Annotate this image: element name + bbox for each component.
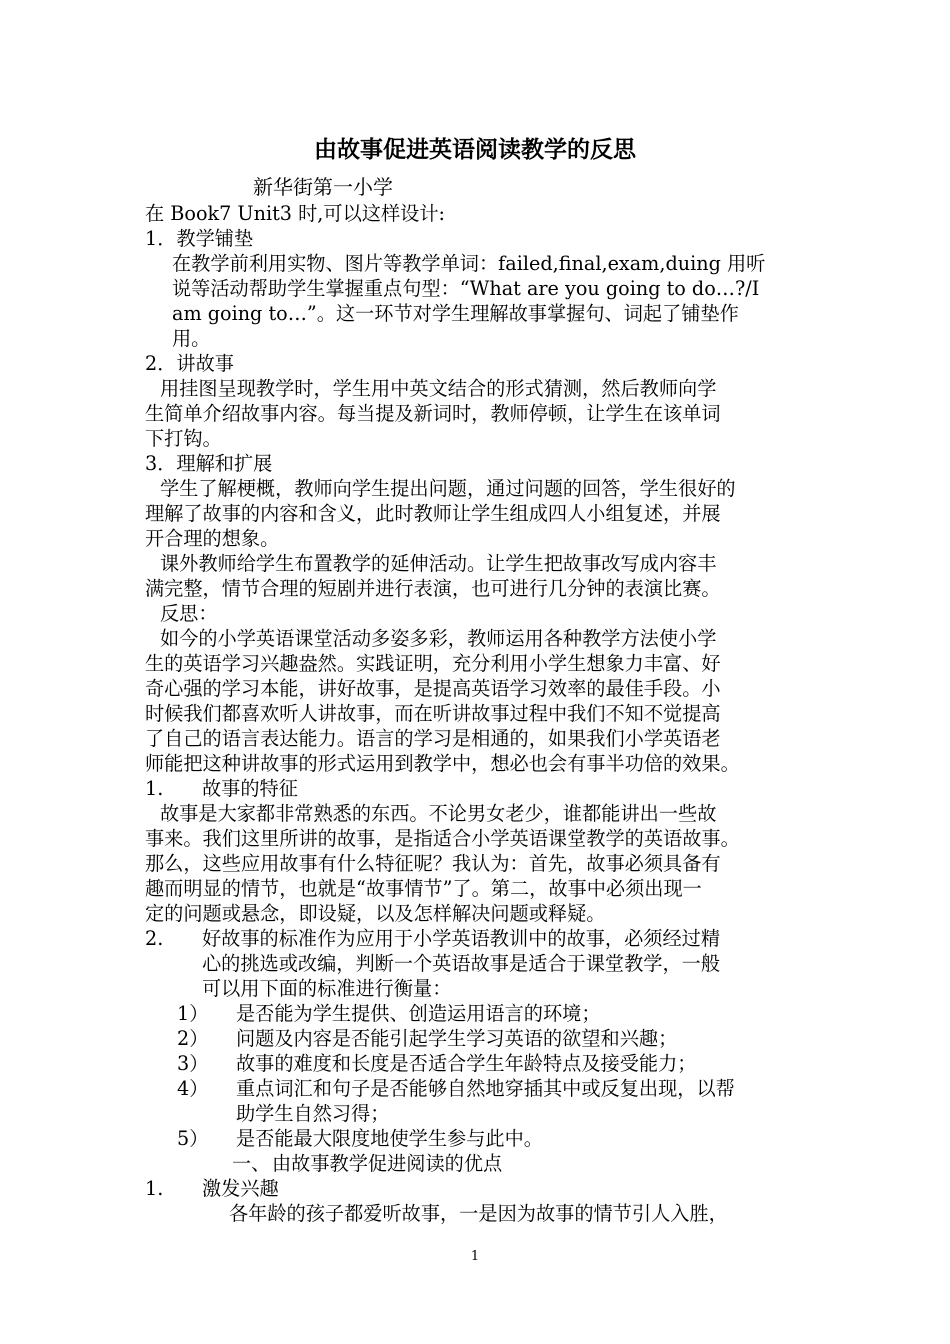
criteria-item: 是否能为学生提供、创造运用语言的环境； (236, 1002, 601, 1025)
body-line: 各年龄的孩子都爱听故事，一是因为故事的情节引人入胜， (229, 1202, 728, 1225)
body-line: 心的挑选或改编，判断一个英语故事是适合于课堂教学，一般 (202, 952, 721, 975)
section-heading: 2．讲故事 (145, 352, 234, 375)
body-line: 定的问题或悬念，即设疑，以及怎样解决问题或释疑。 (145, 902, 606, 925)
section-heading: 3．理解和扩展 (145, 452, 273, 475)
body-line: 开合理的想象。 (145, 527, 280, 550)
body-line: 在教学前利用实物、图片等教学单词：failed,final,exam,duing 用听 (172, 252, 766, 275)
list-number: 2） (177, 1027, 209, 1050)
document-title: 由故事促进英语阅读教学的反思 (314, 136, 636, 163)
list-number: 3） (177, 1052, 209, 1075)
body-line: 了自己的语言表达能力。语言的学习是相通的，如果我们小学英语老 (145, 727, 721, 750)
body-line: 满完整，情节合理的短剧并进行表演，也可进行几分钟的表演比赛。 (145, 577, 721, 600)
body-line: 生简单介绍故事内容。每当提及新词时，教师停顿，让学生在该单词 (145, 402, 721, 425)
body-line: 学生了解梗概，教师向学生提出问题，通过问题的回答，学生很好的 (160, 477, 736, 500)
body-line: 说等活动帮助学生掌握重点句型：“What are you going to do…?/I (172, 277, 760, 300)
body-line: 如今的小学英语课堂活动多姿多彩，教师运用各种教学方法使小学 (160, 627, 717, 650)
criteria-item: 故事的难度和长度是否适合学生年龄特点及接受能力； (236, 1052, 697, 1075)
section-heading: 1．教学铺垫 (145, 227, 254, 250)
criteria-item: 重点词汇和句子是否能够自然地穿插其中或反复出现，以帮 (236, 1077, 735, 1100)
body-line: 事来。我们这里所讲的故事，是指适合小学英语课堂教学的英语故事。 (145, 827, 740, 850)
body-line: 下打钩。 (145, 427, 222, 450)
section-heading: 由故事教学促进阅读的优点 (272, 1152, 503, 1175)
criteria-item: 问题及内容是否能引起学生学习英语的欲望和兴趣； (236, 1027, 678, 1050)
body-line: 故事是大家都非常熟悉的东西。不论男女老少，谁都能讲出一些故 (160, 802, 717, 825)
body-line: 奇心强的学习本能，讲好故事，是提高英语学习效率的最佳手段。小 (145, 677, 721, 700)
intro-line: 在 Book7 Unit3 时,可以这样设计: (145, 202, 445, 225)
reflection-heading: 反思： (160, 602, 218, 625)
school-name: 新华街第一小学 (253, 175, 393, 199)
body-line: 生的英语学习兴趣盎然。实践证明，充分利用小学生想象力丰富、好 (145, 652, 721, 675)
body-line: 用。 (172, 327, 211, 350)
body-line: 师能把这种讲故事的形式运用到教学中，想必也会有事半功倍的效果。 (145, 752, 740, 775)
criteria-item: 是否能最大限度地使学生参与此中。 (236, 1127, 543, 1150)
section-heading: 激发兴趣 (202, 1177, 279, 1200)
list-number: 5） (177, 1127, 209, 1150)
page-number: 1 (470, 1249, 480, 1264)
list-number: 1. (145, 777, 164, 800)
list-number: 一、 (232, 1152, 271, 1175)
body-line: 课外教师给学生布置教学的延伸活动。让学生把故事改写成内容丰 (160, 552, 717, 575)
list-number: 1） (177, 1002, 209, 1025)
body-line: 可以用下面的标准进行衡量： (202, 977, 452, 1000)
section-heading: 故事的特征 (202, 777, 298, 800)
body-line: 用挂图呈现教学时，学生用中英文结合的形式猜测，然后教师向学 (160, 377, 717, 400)
body-line: 那么，这些应用故事有什么特征呢？我认为：首先，故事必须具备有 (145, 852, 721, 875)
body-line: 趣而明显的情节，也就是“故事情节”了。第二，故事中必须出现一 (145, 877, 702, 900)
body-line: 理解了故事的内容和含义，此时教师让学生组成四人小组复述，并展 (145, 502, 721, 525)
body-line: 好故事的标准作为应用于小学英语教训中的故事，必须经过精 (202, 927, 721, 950)
list-number: 1. (145, 1177, 164, 1200)
list-number: 4） (177, 1077, 209, 1100)
list-number: 2. (145, 927, 164, 950)
criteria-item: 助学生自然习得； (236, 1102, 390, 1125)
body-line: 时候我们都喜欢听人讲故事，而在听讲故事过程中我们不知不觉提高 (145, 702, 721, 725)
body-line: am going to…”。这一环节对学生理解故事掌握句、词起了铺垫作 (172, 302, 739, 325)
